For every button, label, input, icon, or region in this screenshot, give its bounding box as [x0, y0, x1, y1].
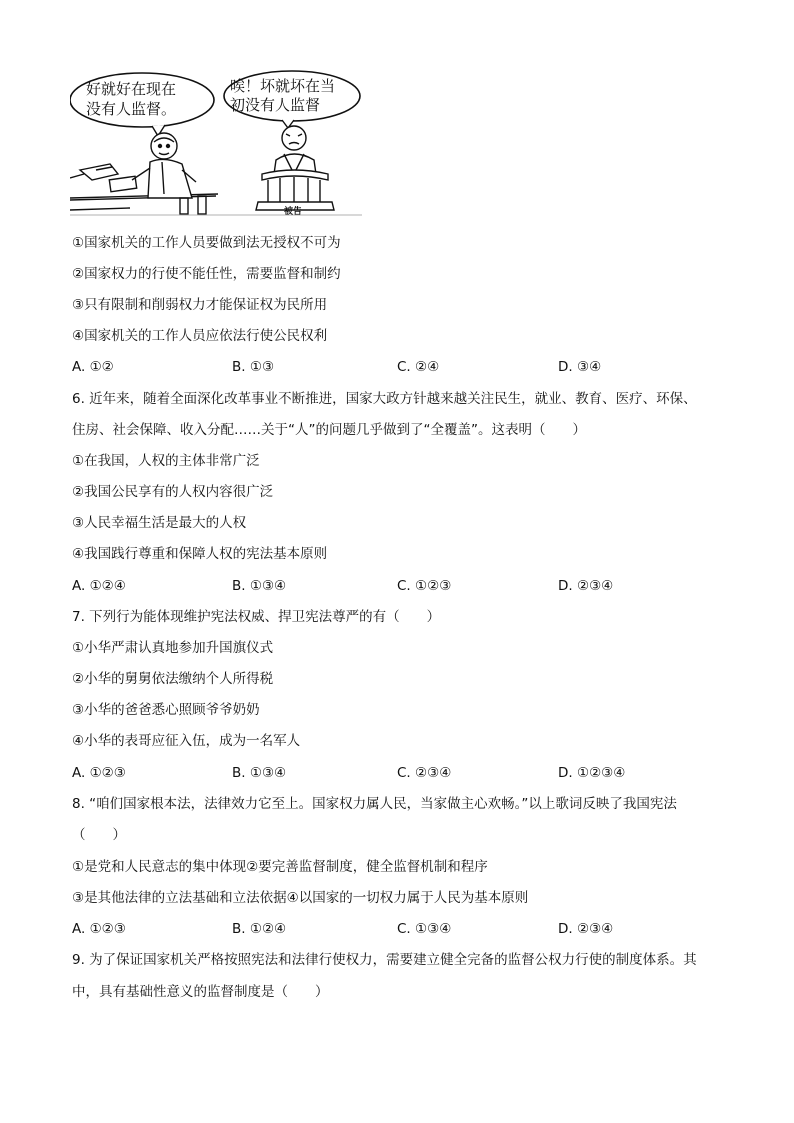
- q5-item-1: ①国家机关的工作人员要做到法无授权不可为: [72, 235, 341, 251]
- q9-stem-line-2: 中，具有基础性意义的监督制度是（ ）: [72, 984, 329, 1000]
- q7-options: [72, 763, 732, 783]
- q6-option-b[interactable]: B. ①③④: [232, 578, 287, 594]
- q6-item-4: ④我国践行尊重和保障人权的宪法基本原则: [72, 546, 328, 562]
- right-bubble-line-2: 初没有人监督: [230, 96, 321, 114]
- q8-option-d[interactable]: D. ②③④: [558, 921, 614, 937]
- q6-stem-line-2: 住房、社会保障、收入分配……关于“人”的问题几乎做到了“全覆盖”。这表明（ ）: [72, 422, 586, 438]
- q8-option-a[interactable]: A. ①②③: [72, 921, 126, 937]
- q5-option-c[interactable]: C. ②④: [397, 359, 440, 375]
- cartoon-drawing: [70, 70, 362, 216]
- official-at-desk-figure: [70, 133, 218, 214]
- defendant-podium-figure: [256, 126, 334, 210]
- q6-option-d[interactable]: D. ②③④: [558, 578, 614, 594]
- podium-tag-label: 被告: [284, 207, 303, 216]
- q6-options: [72, 576, 732, 596]
- q5-option-a[interactable]: A. ①②: [72, 359, 114, 375]
- q8-stem-line-1: 8. “咱们国家根本法，法律效力它至上。国家权力属人民，当家做主心欢畅。”以上歌词反映了我国宪法: [72, 796, 677, 812]
- q6-option-c[interactable]: C. ①②③: [397, 578, 452, 594]
- q7-item-3: ③小华的爸爸悉心照顾爷爷奶奶: [72, 702, 260, 718]
- q8-option-c[interactable]: C. ①③④: [397, 921, 452, 937]
- q5-option-d[interactable]: D. ③④: [558, 359, 602, 375]
- q8-item-2: ③是其他法律的立法基础和立法依据④以国家的一切权力属于人民为基本原则: [72, 890, 529, 906]
- q7-option-d[interactable]: D. ①②③④: [558, 765, 626, 781]
- q7-option-c[interactable]: C. ②③④: [397, 765, 452, 781]
- left-bubble-line-1: 好就好在现在: [86, 80, 177, 98]
- q5-item-4: ④国家机关的工作人员应依法行使公民权利: [72, 328, 328, 344]
- q8-options: [72, 919, 732, 939]
- q5-item-2: ②国家权力的行使不能任性，需要监督和制约: [72, 266, 341, 282]
- q8-item-1: ①是党和人民意志的集中体现②要完善监督制度，健全监督机制和程序: [72, 859, 488, 875]
- cartoon-illustration: [70, 70, 362, 216]
- q6-option-a[interactable]: A. ①②④: [72, 578, 126, 594]
- q8-option-b[interactable]: B. ①②④: [232, 921, 287, 937]
- q7-item-4: ④小华的表哥应征入伍，成为一名军人: [72, 733, 301, 749]
- q6-item-3: ③人民幸福生活是最大的人权: [72, 515, 247, 531]
- left-bubble-line-2: 没有人监督。: [86, 100, 177, 118]
- q5-item-3: ③只有限制和削弱权力才能保证权为民所用: [72, 297, 328, 313]
- q7-option-b[interactable]: B. ①③④: [232, 765, 287, 781]
- q6-item-2: ②我国公民享有的人权内容很广泛: [72, 484, 274, 500]
- right-bubble-line-1: 唉！坏就坏在当: [230, 77, 336, 95]
- q7-item-2: ②小华的舅舅依法缴纳个人所得税: [72, 671, 274, 687]
- q7-stem: 7. 下列行为能体现维护宪法权威、捍卫宪法尊严的有（ ）: [72, 609, 441, 625]
- q7-item-1: ①小华严肃认真地参加升国旗仪式: [72, 640, 274, 656]
- q8-stem-line-2: （ ）: [72, 827, 126, 843]
- q5-options: [72, 357, 732, 377]
- q7-option-a[interactable]: A. ①②③: [72, 765, 126, 781]
- q5-option-b[interactable]: B. ①③: [232, 359, 275, 375]
- q6-item-1: ①在我国，人权的主体非常广泛: [72, 453, 260, 469]
- q9-stem-line-1: 9. 为了保证国家机关严格按照宪法和法律行使权力，需要建立健全完备的监督公权力行使的制度体系。其: [72, 952, 697, 968]
- q6-stem-line-1: 6. 近年来，随着全面深化改革事业不断推进，国家大政方针越来越关注民生，就业、教育、医疗、环保、: [72, 391, 697, 407]
